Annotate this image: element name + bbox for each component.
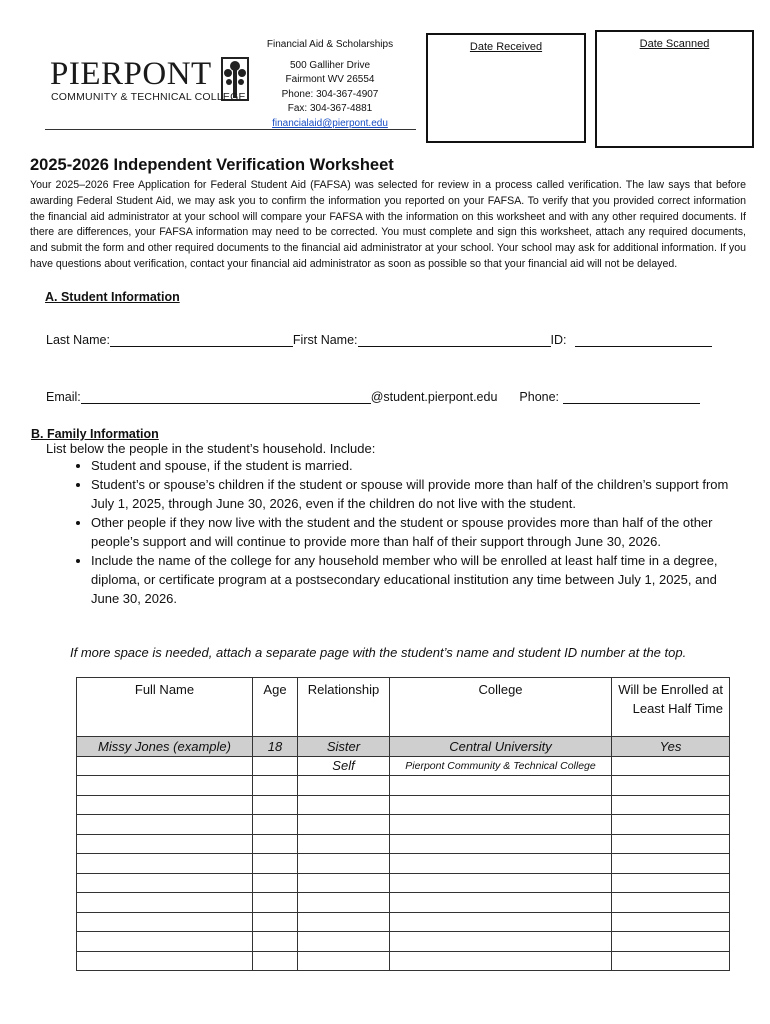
cell-relationship[interactable] [298, 912, 390, 932]
last-name-label: Last Name: [46, 333, 110, 347]
cell-name[interactable] [77, 854, 253, 874]
address-line1: 500 Galliher Drive [289, 59, 371, 71]
cell-name[interactable] [77, 776, 253, 796]
cell-college: Pierpont Community & Technical College [390, 756, 612, 776]
cell-age[interactable] [253, 951, 298, 971]
table-row [77, 873, 730, 893]
table-row [77, 834, 730, 854]
cell-relationship[interactable] [298, 815, 390, 835]
cell-age[interactable] [253, 815, 298, 835]
first-name-label: First Name: [292, 333, 358, 347]
cell-name[interactable] [77, 912, 253, 932]
cell-age[interactable] [253, 893, 298, 913]
email-label: Email: [46, 390, 81, 404]
cell-age: 18 [253, 737, 298, 757]
address-line2: Fairmont WV 26554 [285, 74, 375, 86]
cell-enrolled[interactable] [612, 776, 730, 796]
col-full-name: Full Name [77, 678, 253, 737]
cell-college[interactable] [390, 776, 612, 796]
section-a-heading: A. Student Information [45, 290, 180, 304]
cell-age[interactable] [253, 795, 298, 815]
last-name-field[interactable] [110, 332, 293, 347]
phone-field[interactable] [563, 389, 700, 404]
cell-enrolled: Yes [612, 737, 730, 757]
cell-name[interactable] [77, 873, 253, 893]
list-item: • Student and spouse, if the student is married. [91, 456, 741, 475]
col-relationship: Relationship [298, 678, 390, 737]
header-divider [45, 129, 416, 130]
table-row-self [77, 756, 730, 776]
table-row [77, 776, 730, 796]
cell-name[interactable] [77, 795, 253, 815]
cell-enrolled[interactable] [612, 756, 730, 776]
household-intro: List below the people in the student’s household. Include: [46, 441, 376, 456]
cell-college[interactable] [390, 795, 612, 815]
cell-age[interactable] [253, 834, 298, 854]
cell-name[interactable] [77, 756, 253, 776]
cell-enrolled[interactable] [612, 854, 730, 874]
cell-relationship[interactable] [298, 776, 390, 796]
cell-enrolled[interactable] [612, 893, 730, 913]
date-scanned-box [595, 30, 754, 148]
phone-label: Phone: [519, 390, 560, 404]
student-name-row [46, 332, 712, 347]
date-scanned-label: Date Scanned [639, 38, 710, 50]
cell-enrolled[interactable] [612, 795, 730, 815]
college-logo-name: PIERPONT [50, 56, 212, 92]
cell-college[interactable] [390, 932, 612, 952]
household-table [76, 677, 730, 971]
list-item: • Include the name of the college for any household member who will be enrolled at least half time in a degree, diploma, or certificate program at a postsecondary educational institution any time between July 1, 2025, and June 30, 2026. [91, 551, 741, 608]
date-received-label: Date Received [469, 41, 543, 53]
col-enrolled: Will be Enrolled at Least Half Time [612, 678, 730, 737]
cell-name[interactable] [77, 893, 253, 913]
first-name-field[interactable] [358, 332, 551, 347]
table-row [77, 951, 730, 971]
cell-age[interactable] [253, 756, 298, 776]
email-field[interactable] [81, 389, 371, 404]
col-college: College [390, 678, 612, 737]
cell-relationship[interactable] [298, 873, 390, 893]
office-phone: Phone: 304-367-4907 [281, 88, 379, 100]
page-title: 2025-2026 Independent Verification Worksheet [30, 156, 394, 174]
cell-relationship[interactable] [298, 795, 390, 815]
cell-age[interactable] [253, 776, 298, 796]
cell-enrolled[interactable] [612, 834, 730, 854]
cell-relationship[interactable] [298, 834, 390, 854]
table-row [77, 932, 730, 952]
cell-enrolled[interactable] [612, 873, 730, 893]
cell-relationship[interactable] [298, 854, 390, 874]
list-item: • Student’s or spouse’s children if the student or spouse will provide more than half of the children’s support from July 1, 2025, through June 30, 2026, even if the children do not live with the student. [91, 475, 741, 513]
cell-enrolled[interactable] [612, 932, 730, 952]
cell-college[interactable] [390, 873, 612, 893]
cell-name: Missy Jones (example) [77, 737, 253, 757]
cell-relationship: Sister [298, 737, 390, 757]
cell-name[interactable] [77, 834, 253, 854]
date-received-box [426, 33, 586, 143]
table-row [77, 912, 730, 932]
cell-age[interactable] [253, 873, 298, 893]
section-b-heading: B. Family Information [31, 427, 159, 441]
office-contact-block [250, 38, 410, 132]
student-contact-row [46, 389, 700, 404]
cell-enrolled[interactable] [612, 951, 730, 971]
list-item: • Other people if they now live with the student and the student or spouse provides more than half of the other people’s support and will continue to provide more than half of their support through June 30, 2026. [91, 513, 741, 551]
cell-name[interactable] [77, 815, 253, 835]
office-email-link[interactable]: financialaid@pierpont.edu [272, 117, 388, 129]
cell-college[interactable] [390, 951, 612, 971]
cell-college: Central University [390, 737, 612, 757]
cell-name[interactable] [77, 951, 253, 971]
table-row [77, 854, 730, 874]
cell-enrolled[interactable] [612, 815, 730, 835]
cell-name[interactable] [77, 932, 253, 952]
office-name: Financial Aid & Scholarships [266, 39, 394, 50]
id-label: ID: [550, 333, 567, 347]
table-row-example [77, 737, 730, 757]
cell-age[interactable] [253, 932, 298, 952]
cell-relationship[interactable] [298, 951, 390, 971]
cell-age[interactable] [253, 912, 298, 932]
cell-college[interactable] [390, 854, 612, 874]
cell-college[interactable] [390, 912, 612, 932]
table-header-row [77, 678, 730, 737]
cell-relationship[interactable] [298, 932, 390, 952]
college-logo-subtitle: COMMUNITY & TECHNICAL COLLEGE [51, 91, 246, 103]
household-criteria-list [63, 456, 741, 608]
cell-enrolled[interactable] [612, 912, 730, 932]
email-domain: @student.pierpont.edu [370, 390, 498, 404]
table-row [77, 893, 730, 913]
extra-space-note: If more space is needed, attach a separate page with the student’s name and student ID number at the top. [70, 645, 687, 660]
cell-college[interactable] [390, 834, 612, 854]
cell-relationship[interactable] [298, 893, 390, 913]
table-row [77, 795, 730, 815]
intro-paragraph: Your 2025–2026 Free Application for Federal Student Aid (FAFSA) was selected for review in a process called verification. The law says that before awarding Federal Student Aid, we may ask you to confirm the information you reported on your FAFSA. To verify that you provided correct information the financial aid administrator at your school will compare your FAFSA with the information on this worksheet and with any other required documents. If there are differences, your FAFSA information may need to be corrected. You must complete and sign this worksheet, attach any required documents, and submit the form and other required documents to the financial aid administrator at your school. Your school may ask for additional information. If you have questions about verification, contact your financial aid administrator as soon as possible so that your financial aid will not be delayed. [30, 179, 746, 270]
cell-age[interactable] [253, 854, 298, 874]
cell-relationship: Self [298, 756, 390, 776]
cell-college[interactable] [390, 815, 612, 835]
office-fax: Fax: 304-367-4881 [287, 103, 373, 115]
cell-college[interactable] [390, 893, 612, 913]
table-row [77, 815, 730, 835]
student-id-field[interactable] [575, 332, 712, 347]
col-age: Age [253, 678, 298, 737]
